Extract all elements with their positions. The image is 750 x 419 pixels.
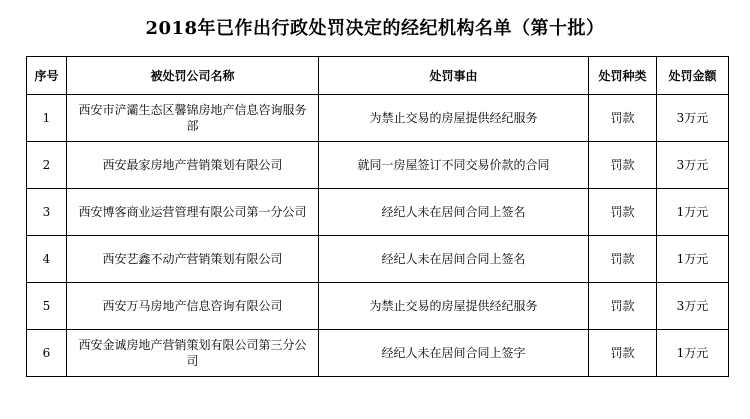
cell-reason: 经纪人未在居间合同上签名 (319, 236, 589, 283)
cell-amount: 3万元 (657, 95, 729, 142)
header-company: 被处罚公司名称 (67, 57, 319, 95)
cell-company: 西安最家房地产营销策划有限公司 (67, 142, 319, 189)
cell-reason: 经纪人未在居间合同上签名 (319, 189, 589, 236)
cell-type: 罚款 (589, 283, 657, 330)
cell-amount: 3万元 (657, 283, 729, 330)
cell-amount: 1万元 (657, 330, 729, 377)
table-row (27, 95, 729, 142)
cell-company: 西安博客商业运营管理有限公司第一分公司 (67, 189, 319, 236)
table-row (27, 189, 729, 236)
cell-company: 西安万马房地产信息咨询有限公司 (67, 283, 319, 330)
cell-amount: 1万元 (657, 236, 729, 283)
cell-amount: 3万元 (657, 142, 729, 189)
table-row (27, 330, 729, 377)
table-row (27, 236, 729, 283)
header-no: 序号 (27, 57, 67, 95)
table-row (27, 283, 729, 330)
penalty-table (26, 56, 729, 377)
header-reason: 处罚事由 (319, 57, 589, 95)
cell-company: 西安市浐灞生态区馨锦房地产信息咨询服务部 (67, 95, 319, 142)
document-title: 2018年已作出行政处罚决定的经纪机构名单（第十批） (145, 18, 605, 39)
cell-type: 罚款 (589, 236, 657, 283)
cell-type: 罚款 (589, 189, 657, 236)
cell-reason: 为禁止交易的房屋提供经纪服务 (319, 283, 589, 330)
table-row (27, 142, 729, 189)
cell-company: 西安金诚房地产营销策划有限公司第三分公司 (67, 330, 319, 377)
cell-type: 罚款 (589, 142, 657, 189)
cell-no: 2 (27, 142, 67, 189)
table-header-row (27, 57, 729, 95)
cell-no: 3 (27, 189, 67, 236)
header-amount: 处罚金额 (657, 57, 729, 95)
cell-type: 罚款 (589, 95, 657, 142)
header-type: 处罚种类 (589, 57, 657, 95)
cell-type: 罚款 (589, 330, 657, 377)
cell-no: 4 (27, 236, 67, 283)
cell-amount: 1万元 (657, 189, 729, 236)
cell-reason: 为禁止交易的房屋提供经纪服务 (319, 95, 589, 142)
cell-reason: 经纪人未在居间合同上签字 (319, 330, 589, 377)
cell-no: 6 (27, 330, 67, 377)
cell-reason: 就同一房屋签订不同交易价款的合同 (319, 142, 589, 189)
cell-no: 1 (27, 95, 67, 142)
cell-no: 5 (27, 283, 67, 330)
cell-company: 西安艺鑫不动产营销策划有限公司 (67, 236, 319, 283)
